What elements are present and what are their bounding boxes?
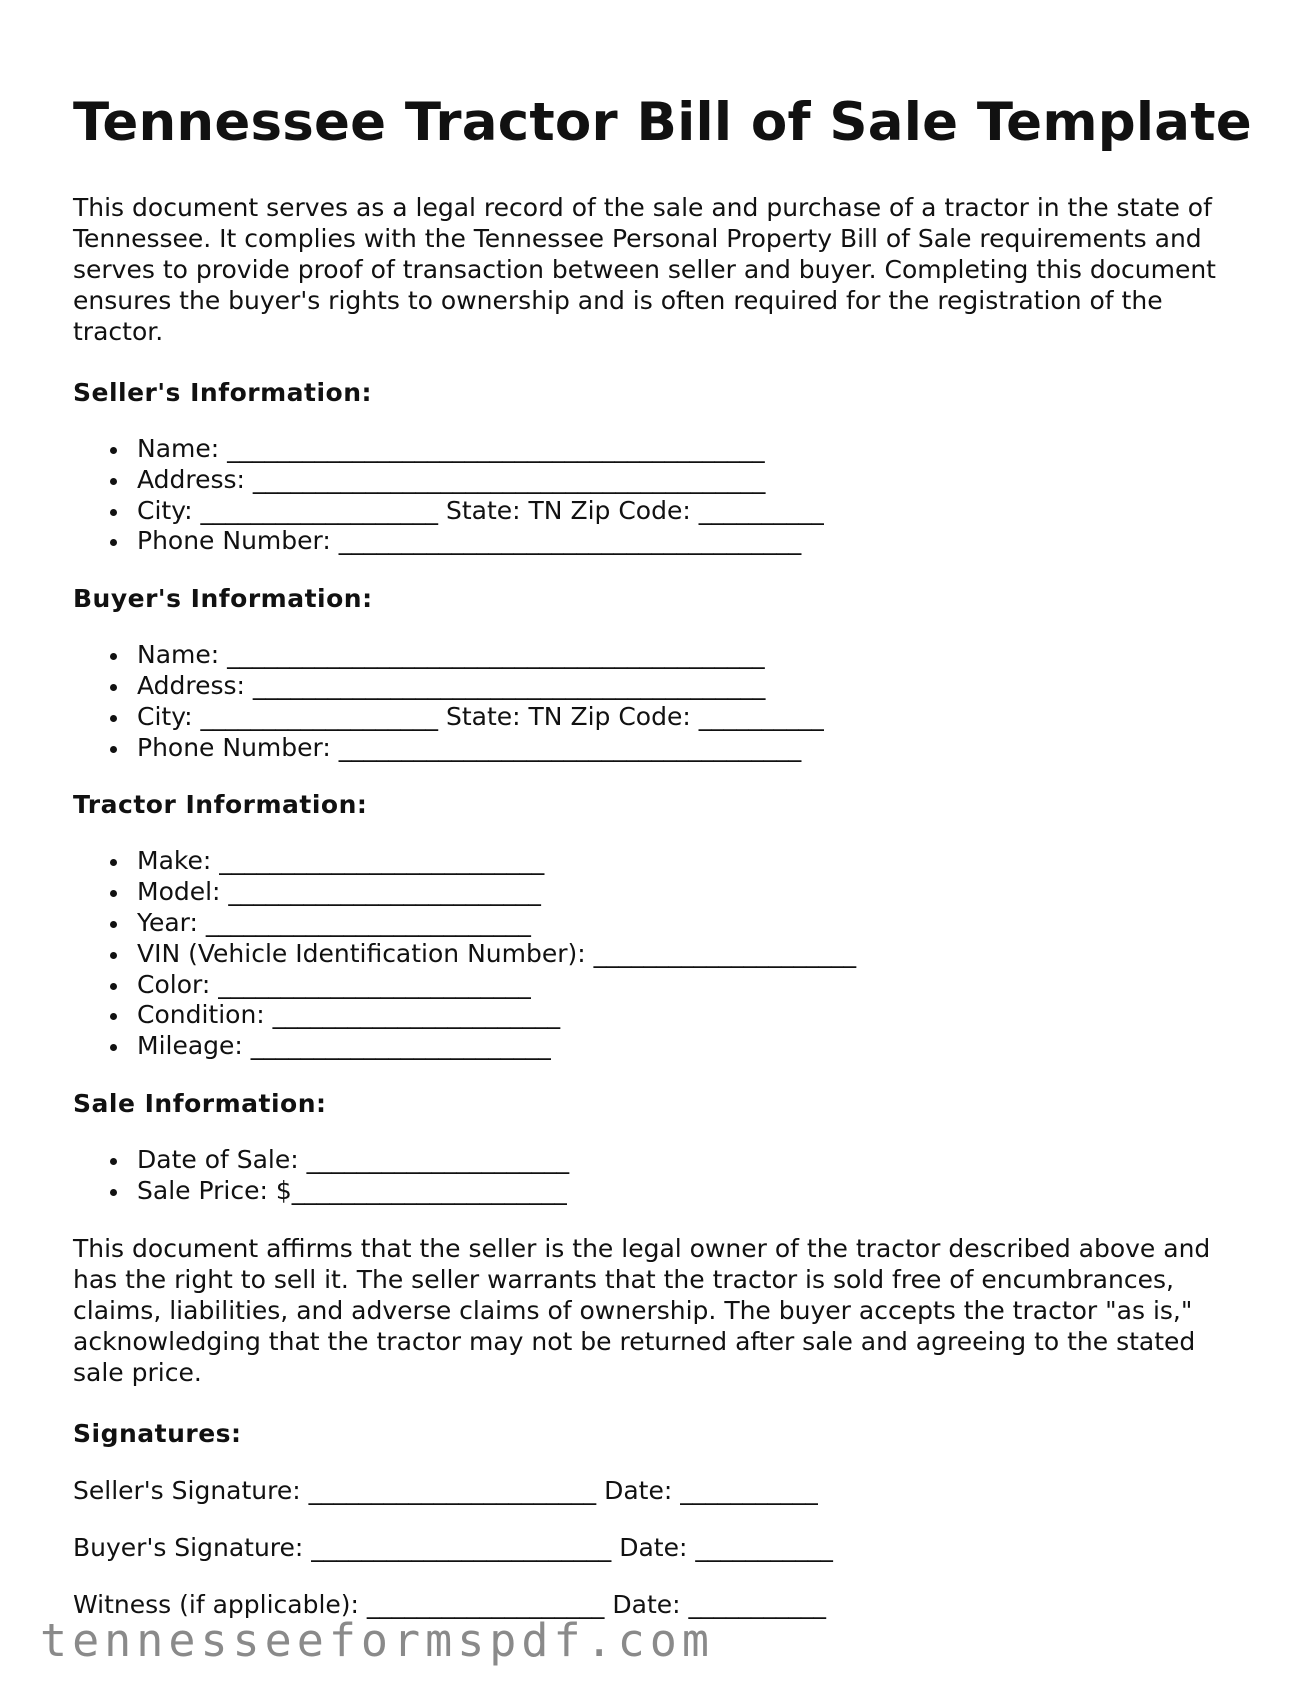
sale-heading: Sale Information: — [73, 1088, 327, 1118]
buyer-address-field[interactable]: Address: _________________________________________ — [73, 671, 1253, 702]
sale-date-field[interactable]: Date of Sale: _____________________ — [73, 1145, 1253, 1176]
seller-phone-field[interactable]: Phone Number: _____________________________________ — [73, 526, 1253, 557]
seller-signature-line[interactable]: Seller's Signature: _______________________ Date: ___________ — [73, 1475, 818, 1505]
document-page — [73, 92, 1253, 1646]
witness-signature-line[interactable]: Witness (if applicable): ___________________ Date: ___________ — [73, 1589, 826, 1619]
seller-name-field[interactable]: Name: ___________________________________________ — [73, 434, 1253, 465]
buyer-heading: Buyer's Information: — [73, 584, 373, 614]
sale-price-field[interactable]: Sale Price: $______________________ — [73, 1176, 1253, 1207]
tractor-vin-field[interactable]: VIN (Vehicle Identification Number): _____________________ — [73, 939, 1253, 970]
intro-paragraph: This document serves as a legal record of the sale and purchase of a tractor in the state of Tennessee. It complies with the Tennessee Personal Property Bill of Sale requirements and serves to provide proof of transaction between seller and buyer. Completing this document ensures the buyer's rights to ownership and is often required for the registration of the tractor. — [73, 193, 1216, 346]
tractor-year-field[interactable]: Year: __________________________ — [73, 908, 1253, 939]
tractor-mileage-field[interactable]: Mileage: ________________________ — [73, 1031, 1253, 1062]
seller-heading: Seller's Information: — [73, 378, 373, 407]
buyer-city-state-zip-field[interactable]: City: ___________________ State: TN Zip Code: __________ — [73, 702, 1253, 733]
tractor-model-field[interactable]: Model: _________________________ — [73, 877, 1253, 908]
site-watermark: tennesseeformspdf.com — [40, 1614, 714, 1667]
sale-list — [73, 1145, 1253, 1207]
buyer-list — [73, 640, 1253, 763]
buyer-phone-field[interactable]: Phone Number: _____________________________________ — [73, 733, 1253, 764]
tractor-color-field[interactable]: Color: _________________________ — [73, 970, 1253, 1001]
buyer-signature-line[interactable]: Buyer's Signature: ________________________ Date: ___________ — [73, 1532, 833, 1562]
document-title: Tennessee Tractor Bill of Sale Template — [73, 92, 1252, 153]
seller-address-field[interactable]: Address: _________________________________________ — [73, 465, 1253, 496]
tractor-make-field[interactable]: Make: __________________________ — [73, 846, 1253, 877]
tractor-list — [73, 846, 1253, 1062]
tractor-condition-field[interactable]: Condition: _______________________ — [73, 1000, 1253, 1031]
seller-city-state-zip-field[interactable]: City: ___________________ State: TN Zip Code: __________ — [73, 496, 1253, 527]
buyer-name-field[interactable]: Name: ___________________________________________ — [73, 640, 1253, 671]
signatures-heading: Signatures: — [73, 1418, 242, 1448]
tractor-heading: Tractor Information: — [73, 790, 368, 820]
seller-list — [73, 434, 1253, 557]
affirmation-paragraph: This document affirms that the seller is the legal owner of the tractor described above and has the right to sell it. The seller warrants that the tractor is sold free of encumbrances, claims, liabilities, and adverse claims of ownership. The buyer accepts the tractor "as is," acknowledging that the tractor may not be returned after sale and agreeing to the stated sale price. — [73, 1233, 1211, 1387]
